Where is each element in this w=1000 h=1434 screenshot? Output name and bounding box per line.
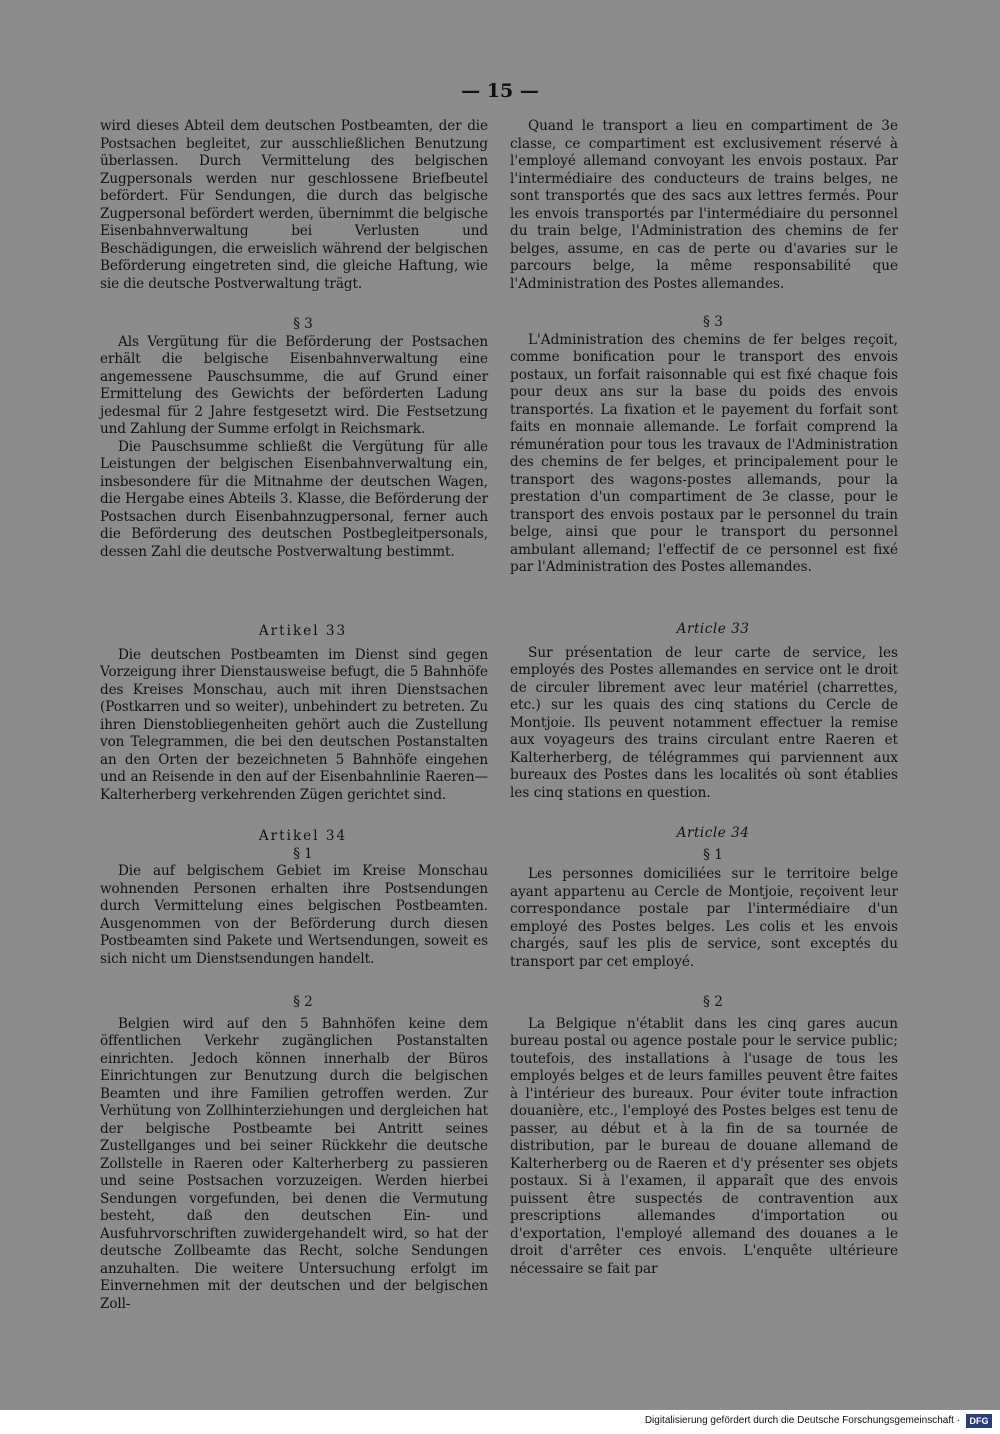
french-article-34 <box>510 825 898 971</box>
german-article-33 <box>100 623 488 804</box>
german-section-heading: § 3 <box>293 316 313 332</box>
german-section-3 <box>100 316 488 561</box>
french-section-2 <box>510 994 898 1278</box>
french-paragraph: Sur présentation de leur carte de service, les employés des Postes allemandes en service ont le droit de circuler librement avec leur matériel (charrettes, etc.) sur les quais des cinq stations du Cercle de Montjoie. Ils peuvent notamment effectuer la remise aux voyageurs des trains circulant entre Raeren et Kalterherberg, de télégrammes qui parviennent aux bureaux des Postes dans les localités où sont établies les cinq stations en question. <box>510 644 898 801</box>
german-paragraph: Die auf belgischem Gebiet im Kreise Monschau wohnenden Personen erhalten ihre Postsendungen durch Vermittelung eines belgischen Postbeamten. Ausgenommen von der Beförderung durch diesen Postbeamten sind Pakete und Wertsendungen, soweit es sich nicht um Dienstsendungen handelt. <box>100 863 488 967</box>
german-art32-continuation <box>100 118 488 293</box>
french-section-heading: § 2 <box>703 994 723 1010</box>
german-paragraph: Als Vergütung für die Beförderung der Postsachen erhält die belgische Eisenbahnverwaltung eine angemessene Pauschsumme, die auf Grund einer Ermittelung des Gewichts der beförderten Ladung jedesmal für 2 Jahre festgesetzt wird. Die Festsetzung und Zahlung der Summe erfolgt in Reichsmark. <box>100 333 488 437</box>
german-section-2 <box>100 994 488 1313</box>
french-paragraph: La Belgique n'établit dans les cinq gares aucun bureau postal ou agence postale pour le service public; toutefois, des installations à l'usage de tous les employés belges et de leurs familles peuvent être faites à l'intérieur des bureaux. Pour éviter toute infraction douanière, etc., l'employé des Postes belges est tenu de passer, au début et à la fin de sa tournée de distribution, par le bureau de douane allemand de Kalterherberg ou de Raeren et d'y présenter ses objets postaux. Si à l'examen, il apparaît que des envois puissent être suspectés de contravention aux prescriptions allemandes d'importation ou d'exportation, l'employé allemand des douanes a le droit d'arrêter ces envois. L'enquête ultérieure nécessaire se fait par <box>510 1015 898 1277</box>
french-art32-continuation <box>510 118 898 293</box>
dfg-logo: DFG <box>966 1414 992 1428</box>
french-article-heading: Article 34 <box>676 825 750 841</box>
german-paragraph: Belgien wird auf den 5 Bahnhöfen keine dem öffentlichen Verkehr zugänglichen Postanstalten einrichten. Jedoch können innerhalb der Büros Einrichtungen zur Benutzung durch die belgischen Beamten und ihre Familien getroffen werden. Zur Verhütung von Zollhinterziehungen und dergleichen hat der belgische Postbeamte bei Antritt seines Zustellganges und bei seiner Rückkehr die deutsche Zollstelle in Raeren oder Kalterherberg zu passieren und seine Postsachen vorzuzeigen. Werden hierbei Sendungen vorgefunden, bei denen die Vermutung besteht, daß den deutschen Ein- und Ausfuhrvorschriften zuwidergehandelt wird, so hat der deutsche Zollbeamte das Recht, solche Sendungen anzuhalten. Die weitere Untersuchung erfolgt im Einvernehmen mit der deutschen und der belgischen Zoll- <box>100 1015 488 1312</box>
french-paragraph: L'Administration des chemins de fer belges reçoit, comme bonification pour le transport des envois postaux, un forfait raisonnable qui est fixé chaque fois pour deux ans sur la base du poids des envois transportés. La fixation et le payement du forfait sont faits en monnaie allemande. Le forfait comprend la rémunération pour tous les travaux de l'Administration des chemins de fer belges, et principalement pour le transport des wagons-postes allemands, pour la prestation d'un compartiment de 3e classe, pour le transport des envois postaux par le personnel du train belge, ainsi que pour le transport du personnel ambulant allemand; l'effectif de ce personnel est fixé par l'Administration des Postes allemandes. <box>510 331 898 575</box>
french-article-33 <box>510 621 898 802</box>
german-section-heading: § 2 <box>293 994 313 1010</box>
french-section-3 <box>510 314 898 577</box>
french-paragraph: Quand le transport a lieu en compartiment de 3e classe, ce compartiment est exclusivement réservé à l'employé allemand convoyant les envois postaux. Par l'intermédiaire des conducteurs de trains belges, ne sont transportés que des sacs aux lettres fermés. Pour les envois transportés par l'intermédiaire du personnel du train belge, l'Administration des chemins de fer belges, assume, en cas de perte ou d'avaries sur le parcours belge, la même responsabilité que l'Administration des Postes allemandes. <box>510 118 898 292</box>
french-paragraph: Les personnes domiciliées sur le territoire belge ayant appartenu au Cercle de Montjoie, reçoivent leur correspondance postale par l'intermédiaire d'un employé des Postes belges. Les colis et les envois chargés, sauf les plis de service, sont exceptés du transport par cet employé. <box>510 866 898 970</box>
german-article-heading: Artikel 33 <box>258 623 348 639</box>
french-section-heading: § 1 <box>703 846 723 863</box>
german-section-heading: § 1 <box>293 845 313 862</box>
footer-credit: Digitalisierung gefördert durch die Deutsche Forschungsgemeinschaft · <box>644 1415 960 1426</box>
french-section-heading: § 3 <box>703 314 723 330</box>
page-number: — 15 — <box>461 80 539 102</box>
footer-bar <box>0 1410 1000 1434</box>
german-paragraph: wird dieses Abteil dem deutschen Postbeamten, der die Postsachen begleitet, zur ausschließlichen Benutzung überlassen. Durch Vermittelung des belgischen Zugpersonals werden nur geschlossene Briefbeutel befördert. Für Sendungen, die durch das belgische Zugpersonal befördert werden, übernimmt die belgische Eisenbahnverwaltung bei Verlusten und Beschädigungen, die erweislich während der belgischen Beförderung eingetreten sind, die gleiche Haftung, wie sie die deutsche Postverwaltung trägt. <box>100 118 488 292</box>
german-paragraph: Die deutschen Postbeamten im Dienst sind gegen Vorzeigung ihrer Dienstausweise befugt, die 5 Bahnhöfe des Kreises Monschau, auch mit ihren Dienstsachen (Postkarren und so weiter), unbehindert zu betreten. Zu ihren Dienstobliegenheiten gehört auch die Zustellung von Telegrammen, die bei den deutschen Postanstalten an den Orten der bezeichneten 5 Bahnhöfe eingehen und an Reisende in den auf der Eisenbahnlinie Raeren—Kalterherberg verkehrenden Zügen gerichtet sind. <box>100 646 488 803</box>
french-article-heading: Article 33 <box>676 621 750 637</box>
german-article-heading: Artikel 34 <box>258 828 348 844</box>
german-paragraph: Die Pauschsumme schließt die Vergütung für alle Leistungen der belgischen Eisenbahnverwaltung ein, insbesondere für die Mitnahme der deutschen Wagen, die Hergabe eines Abteils 3. Klasse, die Beförderung der Postsachen durch Eisenbahnzugpersonal, ferner auch die Beförderung des deutschen Postbegleitpersonals, dessen Zahl die deutsche Postverwaltung bestimmt. <box>100 438 488 560</box>
german-article-34 <box>100 828 488 968</box>
